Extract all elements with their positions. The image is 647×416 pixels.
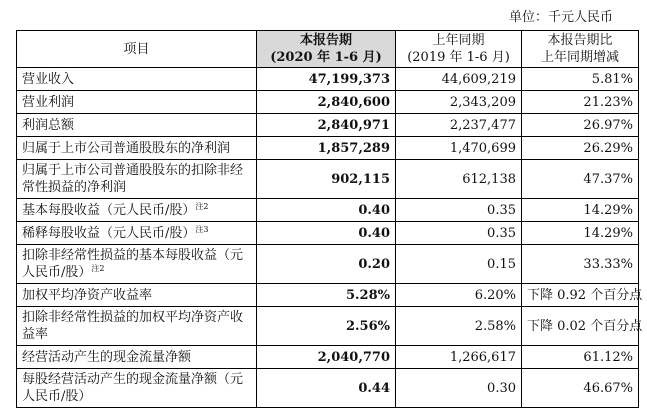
row-current-value: 0.40 [257,199,396,222]
row-current-value: 902,115 [257,160,396,199]
table-row [17,68,639,91]
row-prior-value: 2,343,209 [396,91,522,114]
row-prior-value: 6.20% [396,284,522,307]
row-prior-value: 2,237,477 [396,114,522,137]
row-current-value: 2,040,770 [257,346,396,369]
row-prior-value: 0.15 [396,245,522,284]
row-current-value: 47,199,373 [257,68,396,91]
table-row [17,222,639,245]
row-current-value: 0.40 [257,222,396,245]
row-prior-value: 612,138 [396,160,522,199]
row-item: 营业利润 [17,91,257,114]
header-current-period: 本报告期 (2020 年 1-6 月) [257,31,396,68]
row-current-value: 5.28% [257,284,396,307]
row-item: 加权平均净资产收益率 [17,284,257,307]
row-change-value: 14.29% [522,222,639,245]
row-current-value: 2,840,971 [257,114,396,137]
row-item: 营业收入 [17,68,257,91]
row-prior-value: 2.58% [396,307,522,346]
row-change-value: 47.37% [522,160,639,199]
row-change-value: 46.67% [522,369,639,408]
table-row [17,137,639,160]
row-prior-value: 1,470,699 [396,137,522,160]
row-current-value: 2,840,600 [257,91,396,114]
row-current-value: 1,857,289 [257,137,396,160]
row-item: 经营活动产生的现金流量净额 [17,346,257,369]
row-prior-value: 1,266,617 [396,346,522,369]
row-item: 稀释每股收益（元人民币/股）$^{注3}$ [17,222,257,245]
header-item: 项目 [17,31,257,68]
table-row [17,114,639,137]
table-row [17,369,639,408]
table-row [17,284,639,307]
row-change-value: 下降 0.02 个百分点 [522,307,639,346]
table-row [17,307,639,346]
row-prior-value: 0.35 [396,222,522,245]
row-item: 归属于上市公司普通股股东的扣除非经常性损益的净利润 [17,160,257,199]
financial-summary-table [16,30,643,408]
header-prior-period: 上年同期 (2019 年 1-6 月) [396,31,522,68]
row-change-value: 21.23% [522,91,639,114]
row-current-value: 0.44 [257,369,396,408]
table-row [17,91,639,114]
row-current-value: 2.56% [257,307,396,346]
table-row [17,346,639,369]
row-change-value: 61.12% [522,346,639,369]
row-item: 扣除非经常性损益的加权平均净资产收益率 [17,307,257,346]
footnote-ref: 注3 [195,224,209,234]
row-item: 归属于上市公司普通股股东的净利润 [17,137,257,160]
row-change-value: 14.29% [522,199,639,222]
table-row [17,245,639,284]
row-change-value: 26.29% [522,137,639,160]
row-change-value: 33.33% [522,245,639,284]
header-change: 本报告期比 上年同期增减 [522,31,639,68]
footnote-ref: 注2 [91,264,105,273]
row-prior-value: 0.35 [396,199,522,222]
row-item: 基本每股收益（元人民币/股）$^{注2}$ [17,199,257,222]
row-prior-value: 0.30 [396,369,522,408]
row-prior-value: 44,609,219 [396,68,522,91]
table-header-row [17,31,639,68]
table-row [17,199,639,222]
row-change-value: 5.81% [522,68,639,91]
row-item: 每股经营活动产生的现金流量净额（元人民币/股） [17,369,257,408]
unit-note: 单位：千元人民币 [508,10,613,25]
row-change-value: 下降 0.92 个百分点 [522,284,639,307]
row-item: 扣除非经常性损益的基本每股收益（元人民币/股）$^{注2}$ [17,245,257,284]
row-item: 利润总额 [17,114,257,137]
table-row [17,160,639,199]
row-current-value: 0.20 [257,245,396,284]
row-change-value: 26.97% [522,114,639,137]
footnote-ref: 注2 [195,201,209,211]
